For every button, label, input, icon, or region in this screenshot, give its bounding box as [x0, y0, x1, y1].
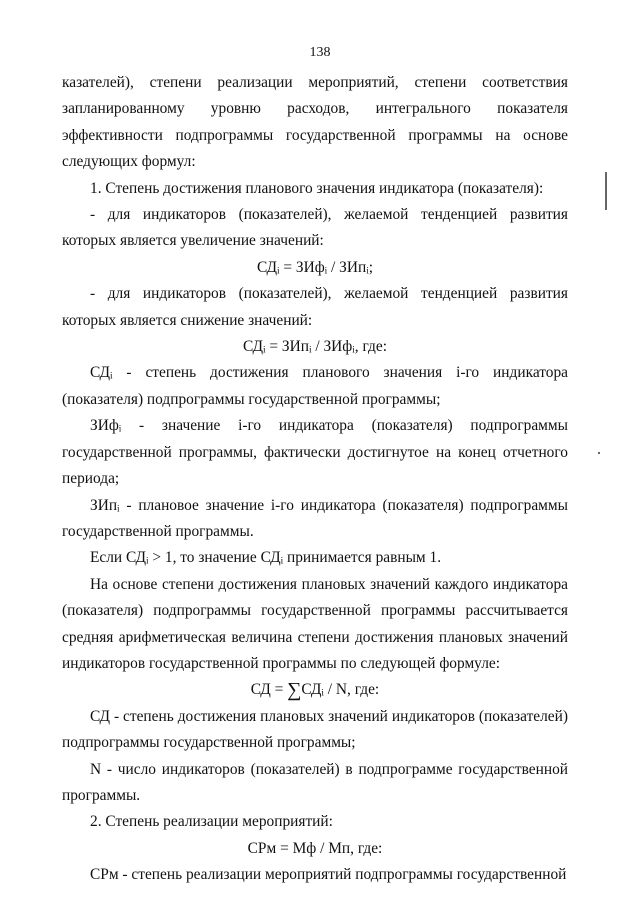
formula-left: СД = [250, 681, 288, 699]
paragraph: СДᵢ - степень достижения планового значения i-го индикатора (показателя) подпрограммы государственной программы; [62, 364, 568, 408]
sum-symbol: ∑ [287, 679, 302, 702]
document-body [62, 70, 568, 889]
paragraph: ЗИпᵢ - плановое значение i-го индикатора (показателя) подпрограммы государственной программы. [62, 496, 568, 540]
formula: СРм = Мф / Мп, где: [247, 839, 383, 857]
scan-artifact [605, 172, 607, 210]
paragraph: 1. Степень достижения планового значения индикатора (показателя): [90, 179, 544, 197]
page-number: 138 [309, 45, 331, 60]
paragraph: - для индикаторов (показателей), желаемой тенденцией развития которых является снижение значений: [62, 285, 568, 329]
scan-artifact [598, 452, 600, 454]
paragraph: ЗИфᵢ - значение i-го индикатора (показателя) подпрограммы государственной программы, фактически достигнутое на конец отчетного периода; [62, 417, 568, 488]
formula: СДᵢ = ЗИфᵢ / ЗИпᵢ; [256, 258, 374, 276]
paragraph: казателей), степени реализации мероприятий, степени соответствия запланированному уровню расходов, интегрального показателя эффективности подпрограммы государственной программы на основе следующих формул: [62, 74, 568, 171]
paragraph: На основе степени достижения плановых значений каждого индикатора (показателя) подпрограммы государственной программы рассчитывается средняя арифметическая величина степени достижения плановых значений индикаторов государственной программы по следующей формуле: [62, 575, 568, 672]
paragraph: СРм - степень реализации мероприятий подпрограммы государственной [90, 866, 567, 884]
paragraph: N - число индикаторов (показателей) в подпрограмме государственной программы. [62, 760, 568, 804]
formula: СДᵢ = ЗИпᵢ / ЗИфᵢ, где: [243, 338, 387, 356]
formula-right: СДᵢ / N, где: [301, 681, 380, 699]
paragraph: 2. Степень реализации мероприятий: [90, 813, 333, 831]
paragraph: Если СДᵢ > 1, то значение СДᵢ принимается равным 1. [90, 549, 442, 567]
paragraph: - для индикаторов (показателей), желаемой тенденцией развития которых является увеличение значений: [62, 206, 568, 250]
formula [62, 677, 568, 703]
paragraph: СД - степень достижения плановых значений индикаторов (показателей) подпрограммы государственной программы; [62, 707, 568, 752]
